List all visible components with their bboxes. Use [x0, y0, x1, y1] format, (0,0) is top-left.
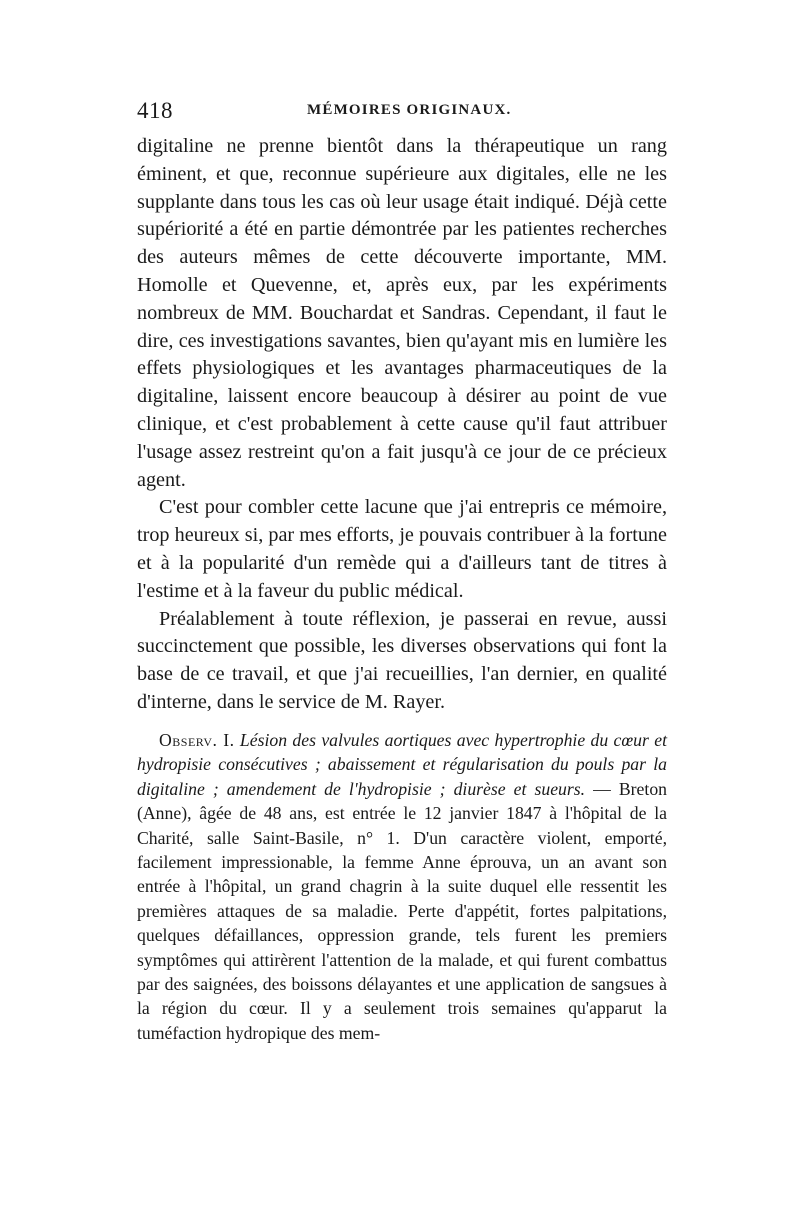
- observation-paragraph: [137, 728, 667, 1045]
- observation-text: — Breton (Anne), âgée de 48 ans, est entrée le 12 janvier 1847 à l'hôpital de la Charité, salle Saint-Basile, n° 1. D'un caractère violent, emporté, facilement impressionable, la femme Anne éprouva, un an avant son entrée à l'hôpital, un grand chagrin à la suite duquel elle ressentit les premières attaques de sa maladie. Perte d'appétit, fortes palpitations, quelques défaillances, oppression grande, tels furent les premiers symptômes qui attirèrent l'attention de la malade, et qui furent combattus par des saignées, des boissons délayantes et une application de sangsues à la région du cœur. Il y a seulement trois semaines qu'apparut la tuméfaction hydropique des mem-: [137, 778, 668, 1043]
- paragraph-1: digitaline ne prenne bientôt dans la thérapeutique un rang éminent, et que, reconnue supérieure aux digitales, elle ne les supplante dans tous les cas où leur usage était indiqué. Déjà cette supériorité a été en partie démontrée par les patientes recherches des auteurs mêmes de cette découverte importante, MM. Homolle et Quevenne, et, après eux, par les expériments nombreux de MM. Bouchardat et Sandras. Cependant, il faut le dire, ces investigations savantes, bien qu'ayant mis en lumière les effets physiologiques et les avantages pharmaceutiques de la digitaline, laissent encore beaucoup à désirer au point de vue clinique, et c'est probablement à cette cause qu'il faut attribuer l'usage assez restreint qu'on a fait jusqu'à ce jour de ce précieux agent.: [137, 135, 667, 491]
- paragraph-2: C'est pour combler cette lacune que j'ai entrepris ce mémoire, trop heureux si, par mes efforts, je pouvais contribuer à la fortune et à la popularité d'un remède qui a d'ailleurs tant de titres à l'estime et à la faveur du public médical.: [137, 496, 667, 602]
- observation-title: Lésion des valvules aortiques avec hypertrophie du cœur et hydropisie consécutives ; abaissement et régularisation du pouls par la digitaline ; amendement de l'hydropisie ; diurèse et sueurs.: [137, 730, 668, 799]
- observation-lead: Observ. I.: [159, 730, 235, 750]
- main-text: [137, 133, 667, 717]
- page-number: 418: [137, 98, 173, 123]
- paragraph-3: Préalablement à toute réflexion, je passerai en revue, aussi succinctement que possible, les diverses observations qui font la base de ce travail, et que j'ai recueillies, l'an dernier, en qualité d'interne, dans le service de M. Rayer.: [137, 607, 667, 713]
- observation-block: [137, 728, 667, 1045]
- running-title: MÉMOIRES ORIGINAUX.: [307, 102, 512, 118]
- page-header: [137, 98, 667, 126]
